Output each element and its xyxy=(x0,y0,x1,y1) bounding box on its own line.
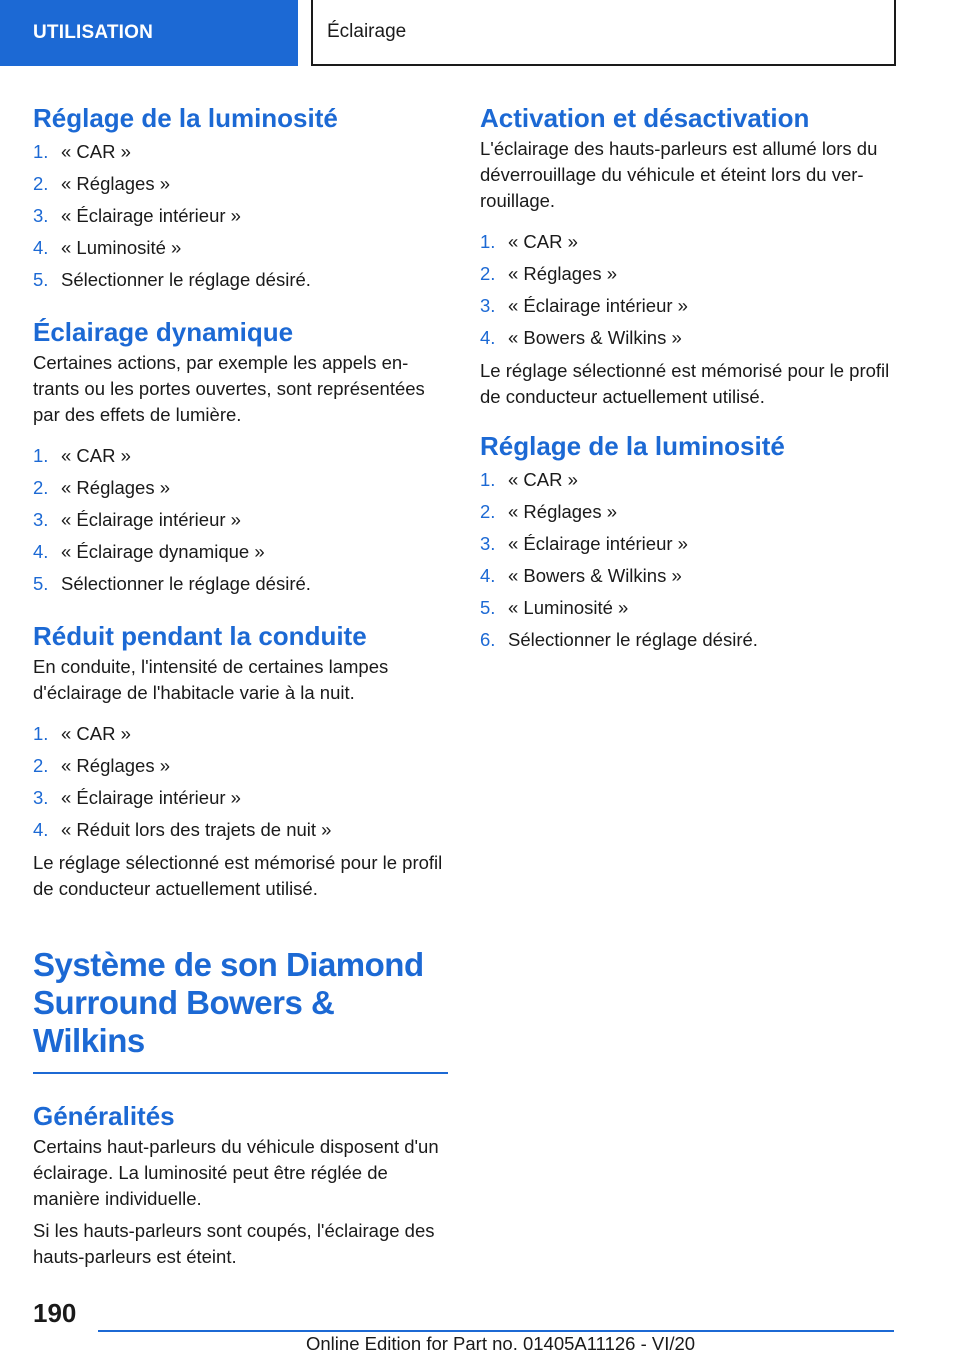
general-paragraph-1: Certains haut-parleurs du véhicule disposent d'un éclairage. La luminosité peut être réglée de manière individuelle. xyxy=(33,1136,439,1209)
heading-brightness: Réglage de la luminosité xyxy=(33,103,338,133)
list-item: 4. « Luminosité » xyxy=(33,237,182,258)
heading-reduced-while-driving: Réduit pendant la conduite xyxy=(33,621,367,651)
section-label: UTILISATION xyxy=(33,22,154,43)
list-item: 2. « Réglages » xyxy=(480,501,618,522)
right-column xyxy=(480,100,895,656)
heading-dynamic-lighting: Éclairage dynamique xyxy=(33,317,294,347)
list-item: 3. « Éclairage intérieur » xyxy=(33,509,241,530)
activation-outro: Le réglage sélectionné est mémorisé pour le profil de conducteur actuellement utilisé. xyxy=(480,360,890,407)
dynamic-lighting-intro: Certaines actions, par exemple les appels en-trants ou les portes ouvertes, sont représentées par des effets de lumière. xyxy=(33,352,425,425)
footer-rule xyxy=(98,1330,894,1332)
list-item: 6. Sélectionner le réglage désiré. xyxy=(480,629,758,650)
list-item: 2. « Réglages » xyxy=(33,477,171,498)
list-item: 4. « Éclairage dynamique » xyxy=(33,541,265,562)
reduced-intro: En conduite, l'intensité de certaines lampes d'éclairage de l'habitacle varie à la nuit. xyxy=(33,656,389,703)
list-item: 4. « Bowers & Wilkins » xyxy=(480,565,682,586)
list-item: 5. Sélectionner le réglage désiré. xyxy=(33,573,311,594)
list-item: 3. « Éclairage intérieur » xyxy=(480,295,688,316)
list-item: 4. « Réduit lors des trajets de nuit » xyxy=(33,819,332,840)
list-item: 1. « CAR » xyxy=(33,141,131,162)
list-item: 2. « Réglages » xyxy=(33,755,171,776)
steps-speaker-brightness xyxy=(480,464,895,656)
section-tab xyxy=(0,0,298,66)
heading-activation: Activation et désactivation xyxy=(480,103,810,133)
list-item: 1. « CAR » xyxy=(33,723,131,744)
steps-brightness xyxy=(33,136,448,296)
steps-reduced xyxy=(33,718,448,846)
list-item: 3. « Éclairage intérieur » xyxy=(33,787,241,808)
list-item: 3. « Éclairage intérieur » xyxy=(480,533,688,554)
list-item: 2. « Réglages » xyxy=(480,263,618,284)
reduced-outro: Le réglage sélectionné est mémorisé pour le profil de conducteur actuellement utilisé. xyxy=(33,852,443,899)
list-item: 3. « Éclairage intérieur » xyxy=(33,205,241,226)
list-item: 4. « Bowers & Wilkins » xyxy=(480,327,682,348)
heading-speaker-brightness: Réglage de la luminosité xyxy=(480,431,785,461)
steps-dynamic-lighting xyxy=(33,440,448,600)
left-column xyxy=(33,100,448,1270)
general-paragraph-2: Si les hauts-parleurs sont coupés, l'éclairage des hauts-parleurs est éteint. xyxy=(33,1220,435,1267)
page-number: 190 xyxy=(33,1298,77,1328)
heading-general: Généralités xyxy=(33,1101,175,1131)
activation-intro: L'éclairage des hauts-parleurs est allumé lors du déverrouillage du véhicule et éteint lors du ver-rouillage. xyxy=(480,138,878,211)
list-item: 1. « CAR » xyxy=(33,445,131,466)
list-item: 2. « Réglages » xyxy=(33,173,171,194)
chapter-title xyxy=(33,946,448,1060)
edition-note: Online Edition for Part no. 01405A11126 - VI/20 xyxy=(306,1333,696,1354)
chapter-header xyxy=(311,0,896,66)
steps-activation xyxy=(480,226,895,354)
list-item: 1. « CAR » xyxy=(480,231,578,252)
chapter-title-line1: Système de son Diamond xyxy=(33,946,424,983)
list-item: 1. « CAR » xyxy=(480,469,578,490)
chapter-label: Éclairage xyxy=(327,21,407,42)
list-item: 5. Sélectionner le réglage désiré. xyxy=(33,269,311,290)
list-item: 5. « Luminosité » xyxy=(480,597,629,618)
chapter-title-line2: Surround Bowers & Wilkins xyxy=(33,984,335,1059)
